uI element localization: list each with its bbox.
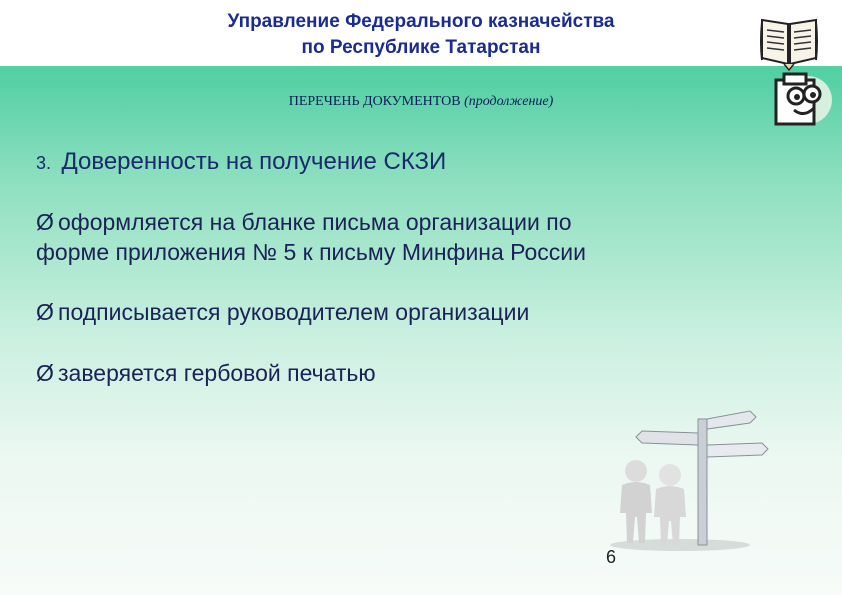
people-signpost-icon bbox=[600, 405, 770, 560]
item-number: 3. bbox=[36, 153, 52, 173]
bullet-text: заверяется гербовой печатью bbox=[58, 360, 376, 386]
bullet-item bbox=[36, 207, 586, 267]
arrow-bullet-icon: Ø bbox=[36, 209, 54, 235]
item-heading bbox=[36, 148, 446, 176]
subtitle-main: ПЕРЕЧЕНЬ ДОКУМЕНТОВ bbox=[288, 94, 461, 109]
open-book-icon bbox=[758, 12, 820, 77]
page-number: 6 bbox=[606, 547, 617, 567]
header bbox=[0, 0, 842, 66]
bullet-item bbox=[36, 358, 376, 388]
item-title: Доверенность на получение СКЗИ bbox=[61, 148, 447, 175]
arrow-bullet-icon: Ø bbox=[36, 299, 54, 325]
bullet-text-line2: форме приложения № 5 к письму Минфина России bbox=[36, 239, 587, 265]
bullet-text: подписывается руководителем организации bbox=[58, 299, 530, 325]
bullet-item bbox=[36, 297, 529, 327]
org-name-line2: по Республике Татарстан bbox=[301, 37, 541, 58]
org-name-line1: Управление Федерального казначейства bbox=[227, 11, 615, 32]
bullet-text-line1: оформляется на бланке письма организации по bbox=[58, 209, 572, 235]
subtitle-continuation: (продолжение) bbox=[464, 94, 554, 109]
list-subtitle bbox=[0, 94, 842, 110]
arrow-bullet-icon: Ø bbox=[36, 360, 54, 386]
